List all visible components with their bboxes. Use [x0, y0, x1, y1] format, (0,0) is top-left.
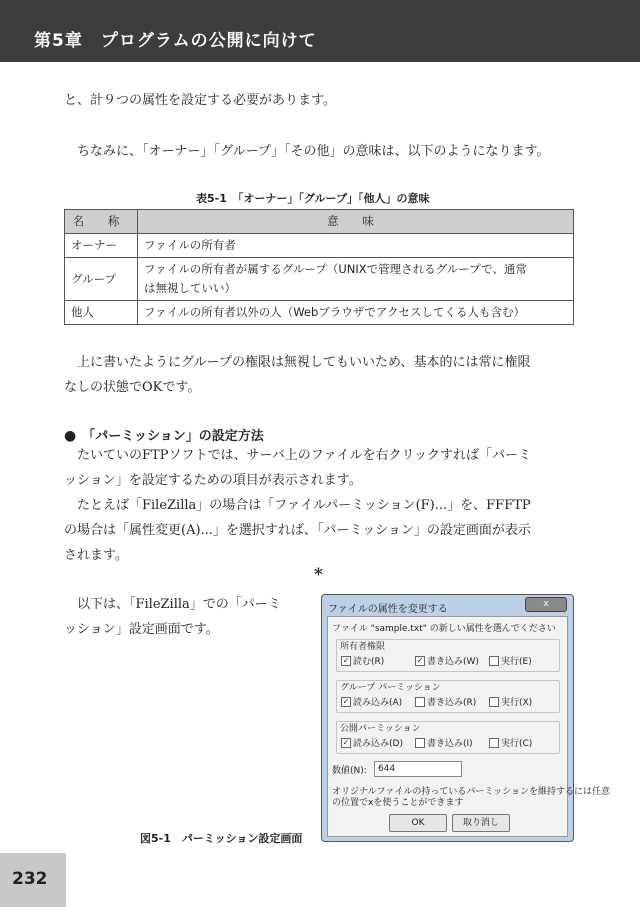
- note-text: オリジナルファイルの持っているパーミッションを維持するには任意: [332, 787, 611, 797]
- checkbox-checked-icon: ✓: [342, 737, 350, 747]
- numeric-input[interactable]: 644: [374, 761, 462, 777]
- table-caption: 表5-1 「オーナー」「グループ」「他人」の意味: [196, 192, 430, 205]
- dialog-prompt: ファイル "sample.txt" の新しい属性を選んでください: [332, 624, 556, 634]
- table-header-meaning: 意 味: [138, 210, 574, 234]
- group-permission-group: [336, 680, 560, 713]
- chapter-title: 第5章 プログラムの公開に向けて: [34, 31, 317, 51]
- body-text-line: されます。: [64, 548, 128, 563]
- table-cell-name: 他人: [65, 301, 138, 325]
- body-text-line: と、計９つの属性を設定する必要があります。: [64, 93, 336, 108]
- table-cell-name: オーナー: [65, 234, 138, 258]
- checkbox-label: 書き込み(R): [427, 698, 477, 708]
- group-label: 公開パーミッション: [340, 724, 421, 734]
- owner-exec-checkbox[interactable]: [489, 654, 532, 667]
- table-cell-meaning: ファイルの所有者: [138, 234, 574, 258]
- close-button[interactable]: x: [525, 597, 567, 612]
- table-header-row: [65, 210, 574, 234]
- group-label: 所有者権限: [340, 642, 386, 652]
- table-cell-meaning: ファイルの所有者以外の人（Webブラウザでアクセスしてくる人も含む）: [138, 301, 574, 325]
- checkbox-label: 実行(X): [501, 698, 533, 708]
- checkbox-unchecked-icon: [489, 738, 499, 748]
- checkbox-unchecked-icon: [415, 738, 425, 748]
- table-row: [65, 258, 574, 301]
- body-text-line: なしの状態でOKです。: [64, 380, 201, 395]
- chapter-header: [0, 0, 640, 62]
- checkbox-unchecked-icon: [415, 697, 425, 707]
- table-row: [65, 301, 574, 325]
- table-cell-meaning-line: は無視していい）: [144, 281, 236, 295]
- owner-write-checkbox[interactable]: [415, 654, 479, 667]
- checkbox-checked-icon: ✓: [342, 696, 350, 706]
- checkbox-checked-icon: ✓: [416, 655, 424, 665]
- checkbox-label: 書き込み(W): [427, 657, 479, 667]
- figure-caption: 図5-1 パーミッション設定画面: [140, 832, 303, 845]
- checkbox-label: 実行(E): [501, 657, 532, 667]
- owner-read-checkbox[interactable]: [341, 654, 384, 667]
- footnote-asterisk: *: [314, 565, 323, 585]
- body-text-line: 以下は、「FileZilla」での「パーミ: [77, 597, 281, 612]
- bullet-icon: ●: [64, 428, 77, 444]
- group-read-checkbox[interactable]: [341, 695, 402, 708]
- owner-permission-group: [336, 639, 560, 672]
- dialog-body: [327, 616, 611, 837]
- public-permission-group: [336, 721, 560, 754]
- table-cell-meaning: [138, 258, 574, 301]
- body-text-line: たいていのFTPソフトでは、サーバ上のファイルを右クリックすれば「パーミ: [77, 448, 532, 463]
- checkbox-unchecked-icon: [489, 656, 499, 666]
- group-exec-checkbox[interactable]: [489, 695, 532, 708]
- body-text-line: ッション」を設定するための項目が表示されます。: [64, 473, 362, 488]
- dialog-titlebar: [322, 595, 573, 615]
- attribute-table: [64, 209, 574, 325]
- permission-dialog: [321, 594, 611, 842]
- checkbox-label: 実行(C): [501, 739, 533, 749]
- checkbox-label: 書き込み(I): [427, 739, 473, 749]
- checkbox-label: 読む(R): [353, 657, 385, 667]
- group-write-checkbox[interactable]: [415, 695, 476, 708]
- ok-button[interactable]: OK: [389, 814, 447, 832]
- body-text-line: ちなみに、「オーナー」「グループ」「その他」の意味は、以下のようになります。: [77, 144, 550, 159]
- section-heading: [64, 425, 264, 444]
- table-header-name: 名 称: [65, 210, 138, 234]
- numeric-label: 数値(N):: [332, 766, 367, 776]
- checkbox-label: 読み込み(A): [353, 698, 403, 708]
- page-number-box: [0, 853, 66, 907]
- body-text-line: の場合は「属性変更(A)...」を選択すれば、「パーミッション」の設定画面が表示: [64, 523, 531, 538]
- checkbox-checked-icon: ✓: [342, 655, 350, 665]
- body-text-line: ッション」設定画面です。: [64, 622, 219, 637]
- note-text: の位置でxを使うことができます: [332, 798, 464, 808]
- cancel-button[interactable]: 取り消し: [452, 814, 510, 832]
- table-row: [65, 234, 574, 258]
- dialog-title: ファイルの属性を変更する: [328, 604, 448, 615]
- body-text-line: 上に書いたようにグループの権限は無視してもいいため、基本的には常に権限: [77, 355, 531, 370]
- checkbox-unchecked-icon: [489, 697, 499, 707]
- public-read-checkbox[interactable]: [341, 736, 403, 749]
- body-text-line: たとえば「FileZilla」の場合は「ファイルパーミッション(F)...」を、FFFTP: [77, 498, 531, 513]
- table-cell-name: グループ: [65, 258, 138, 301]
- group-label: グループ パーミッション: [340, 683, 441, 693]
- page-number: 232: [12, 869, 48, 889]
- section-heading-text: 「パーミッション」の設定方法: [82, 429, 264, 444]
- public-exec-checkbox[interactable]: [489, 736, 532, 749]
- public-write-checkbox[interactable]: [415, 736, 473, 749]
- checkbox-label: 読み込み(D): [353, 739, 403, 749]
- table-cell-meaning-line: ファイルの所有者が属するグループ（UNIXで管理されるグループで、通常: [144, 262, 527, 276]
